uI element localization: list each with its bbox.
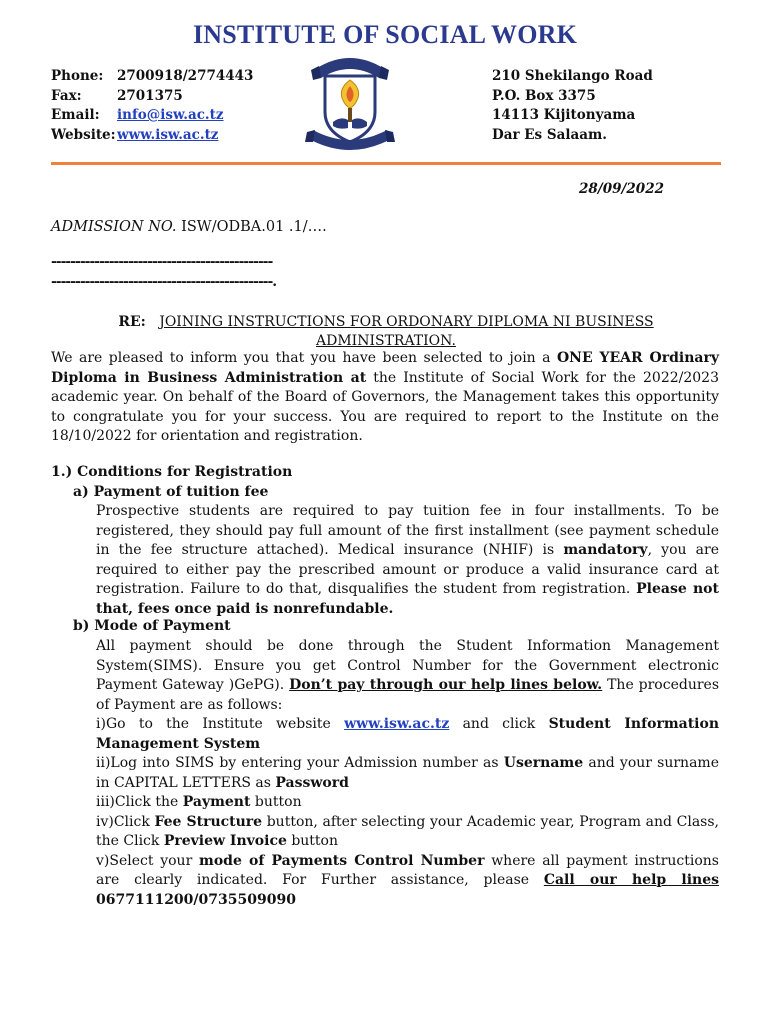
- address-block: [492, 67, 653, 145]
- phone-value: 2700918/2774443: [117, 68, 254, 84]
- step3-payment: Payment: [182, 794, 251, 810]
- step3-text: iii)Click the: [96, 794, 183, 810]
- subject-prefix: RE:: [118, 314, 146, 330]
- address-line: 14113 Kijitonyama: [492, 107, 636, 123]
- admission-value: ISW/ODBA.01 .1/….: [181, 219, 327, 235]
- subject-line-1: JOINING INSTRUCTIONS FOR ORDONARY DIPLOMA NI BUSINESS: [159, 314, 654, 330]
- subject-line-2: ADMINISTRATION.: [316, 333, 456, 349]
- intro-paragraph: [51, 349, 719, 447]
- fax-value: 2701375: [117, 87, 183, 104]
- website-label: Website:: [51, 126, 116, 143]
- tuition-text-2: , you are required to either pay the prescribed amount or produce a valid insurance card at registration. Failure to do that, disqualifies the student from registration.: [96, 542, 719, 597]
- intro-text-2: the Institute of Social Work for the 2022/2023 academic year. On behalf of the Board of Governors, the Management takes this opportunity to congratulate you for your success. You are required to report to the Institute on the 18/10/2022 for orientation and registration.: [51, 369, 719, 444]
- email-link[interactable]: info@isw.ac.tz: [117, 107, 224, 123]
- step2-text-2: and your surname in CAPITAL LETTERS as: [96, 755, 719, 791]
- payment-intro-tail: The procedures of Payment are as follows:: [96, 677, 719, 713]
- website-link[interactable]: www.isw.ac.tz: [117, 126, 219, 143]
- address-line: P.O. Box 3375: [492, 87, 596, 104]
- intro-text: We are pleased to inform you that you have been selected to join a: [51, 350, 557, 366]
- step4-fee-structure: Fee Structure: [154, 813, 263, 830]
- step4-text-2: button, after selecting your Academic year, Program and Class, the Click: [96, 813, 719, 849]
- website-row: [51, 126, 253, 146]
- subject-heading: [51, 313, 721, 351]
- address-line: Dar Es Salaam.: [492, 126, 607, 143]
- institute-crest-logo: [303, 50, 397, 152]
- step5-phone-numbers: 0677111200/0735509090: [96, 891, 296, 908]
- step1-text: i)Go to the Institute website: [96, 716, 345, 732]
- payment-step-1: [96, 715, 719, 754]
- phone-row: [51, 67, 253, 87]
- step5-text-2: where all payment instructions are clearly indicated. For Further assistance, please: [96, 852, 719, 888]
- step4-text: iv)Click: [96, 813, 155, 830]
- admission-label: ADMISSION NO.: [51, 219, 177, 235]
- institute-title: INSTITUTE OF SOCIAL WORK: [192, 20, 578, 49]
- subheading-mode-of-payment: b) Mode of Payment: [73, 618, 231, 634]
- step3-text-2: button: [250, 794, 302, 810]
- payment-paragraph: [96, 637, 719, 910]
- step4-text-3: button: [286, 833, 339, 849]
- subheading-tuition-fee: a) Payment of tuition fee: [73, 484, 269, 500]
- fax-label: Fax:: [51, 87, 82, 104]
- recipient-line-1: ----------------------------------------------: [51, 254, 273, 270]
- payment-intro-text: All payment should be done through the Student Information Management System(SIMS). Ensure you get Control Number for the Government electronic Payment Gateway )GePG).: [96, 638, 719, 693]
- tuition-fee-paragraph: [96, 502, 719, 619]
- step1-sims: Student Information Management System: [96, 716, 720, 752]
- payment-step-4: [96, 813, 719, 852]
- step2-text: ii)Log into SIMS by entering your Admission number as: [96, 755, 504, 771]
- header-divider: [51, 162, 721, 165]
- step5-text: v)Select your: [96, 852, 199, 869]
- tuition-text: Prospective students are required to pay tuition fee in four installments. To be registered, they should pay full amount of the first installment (see payment schedule in the fee structure attached). Medical insurance (NHIF) is: [96, 503, 719, 558]
- step2-username: Username: [503, 755, 584, 771]
- recipient-line-2: ----------------------------------------------.: [51, 274, 277, 290]
- payment-intro: [96, 637, 719, 715]
- payment-step-3: [96, 793, 719, 813]
- admission-number: [51, 219, 327, 235]
- address-line: 210 Shekilango Road: [492, 68, 653, 84]
- tuition-nonrefundable: Please not that, fees once paid is nonrefundable.: [96, 581, 719, 617]
- fax-row: [51, 87, 253, 107]
- letter-date: 28/09/2022: [578, 181, 664, 197]
- step5-control-number: mode of Payments Control Number: [199, 852, 485, 869]
- email-label: Email:: [51, 107, 100, 123]
- contact-block: [51, 67, 253, 145]
- payment-step-5: [96, 852, 719, 911]
- email-row: [51, 106, 253, 126]
- payment-warning: Don’t pay through our help lines below.: [289, 677, 603, 693]
- step4-preview-invoice: Preview Invoice: [163, 833, 287, 849]
- section-heading-conditions: 1.) Conditions for Registration: [51, 464, 293, 480]
- step1-website-link[interactable]: www.isw.ac.tz: [344, 716, 450, 732]
- intro-program: ONE YEAR Ordinary Diploma in Business Administration at: [51, 350, 719, 386]
- step5-help-lines: Call our help lines: [543, 872, 719, 888]
- tuition-mandatory: mandatory: [563, 542, 648, 558]
- phone-label: Phone:: [51, 68, 104, 84]
- payment-step-2: [96, 754, 719, 793]
- step2-password: Password: [275, 774, 349, 791]
- step1-text-2: and click: [449, 716, 549, 732]
